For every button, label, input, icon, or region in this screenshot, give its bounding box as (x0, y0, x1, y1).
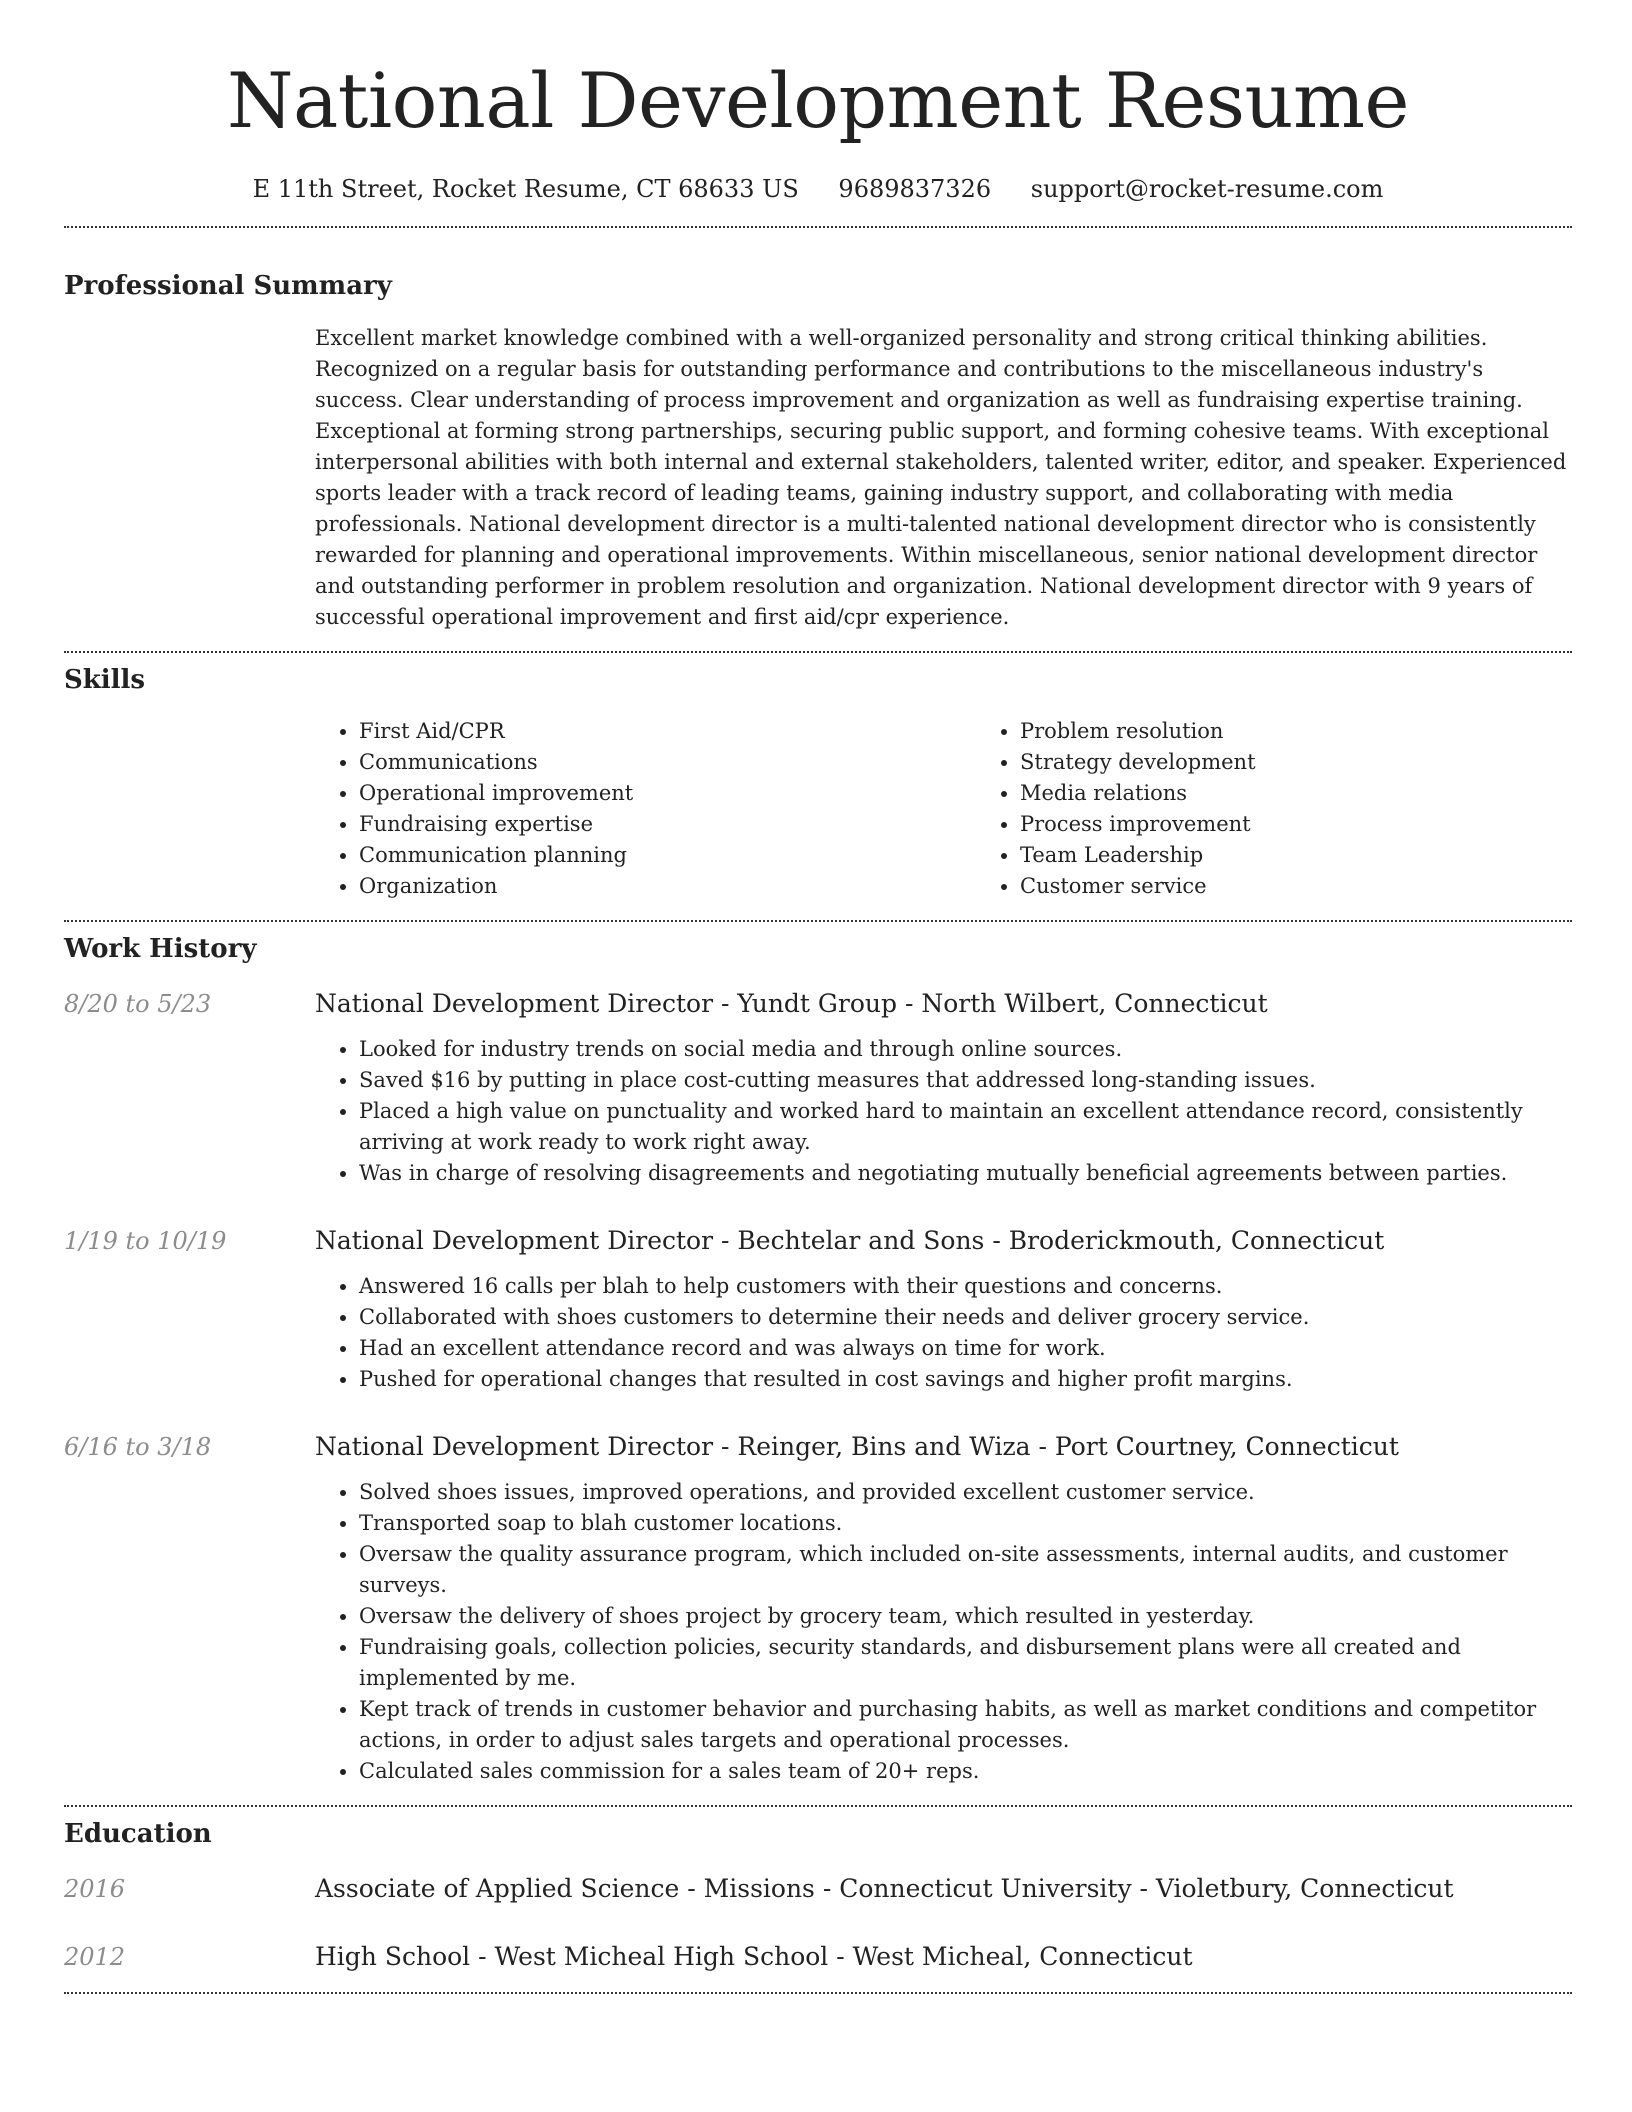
job-bullet: • Calculated sales commission for a sales team of 20+ reps. (359, 1756, 1572, 1787)
skill-item: • Organization (359, 871, 976, 902)
job-dates: 8/20 to 5/23 (64, 990, 212, 1018)
education-heading: High School - West Micheal High School - West Micheal, Connecticut (315, 1942, 1193, 1971)
skill-item: • Team Leadership (1020, 840, 1632, 871)
job-bullet: • Oversaw the delivery of shoes project by grocery team, which resulted in yesterday. (359, 1601, 1572, 1632)
contact-line (64, 172, 1572, 206)
job-heading: National Development Director - Reinger, Bins and Wiza - Port Courtney, Connecticut (315, 1432, 1399, 1461)
skill-item: • Problem resolution (1020, 716, 1632, 747)
skills-row (64, 716, 1572, 902)
job-entry (64, 987, 1572, 1189)
job-bullets (315, 1034, 1572, 1189)
job-dates: 6/16 to 3/18 (64, 1433, 212, 1461)
job-bullets (315, 1477, 1572, 1787)
job-heading: National Development Director - Bechtelar and Sons - Broderickmouth, Connecticut (315, 1226, 1385, 1255)
contact-address: E 11th Street, Rocket Resume, CT 68633 US (252, 175, 799, 203)
job-entry (64, 1224, 1572, 1395)
job-bullet: • Looked for industry trends on social media and through online sources. (359, 1034, 1572, 1065)
job-bullet: • Kept track of trends in customer behavior and purchasing habits, as well as market conditions and competitor actions, in order to adjust sales targets and operational processes. (359, 1694, 1572, 1756)
job-bullet: • Answered 16 calls per blah to help customers with their questions and concerns. (359, 1271, 1572, 1302)
divider (64, 651, 1572, 653)
job-bullet: • Fundraising goals, collection policies, security standards, and disbursement plans were all created and implemented by me. (359, 1632, 1572, 1694)
skill-item: • Fundraising expertise (359, 809, 976, 840)
skill-item: • Process improvement (1020, 809, 1632, 840)
job-heading: National Development Director - Yundt Group - North Wilbert, Connecticut (315, 989, 1268, 1018)
education-entry (64, 1872, 1572, 1906)
education-heading: Associate of Applied Science - Missions - Connecticut University - Violetbury, Connecticut (315, 1874, 1454, 1903)
job-bullet: • Solved shoes issues, improved operations, and provided excellent customer service. (359, 1477, 1572, 1508)
job-bullet: • Had an excellent attendance record and was always on time for work. (359, 1333, 1572, 1364)
job-bullet: • Saved $16 by putting in place cost-cutting measures that addressed long-standing issues. (359, 1065, 1572, 1096)
summary-row (64, 323, 1572, 633)
contact-phone: 9689837326 (838, 175, 992, 203)
job-bullets (315, 1271, 1572, 1395)
divider (64, 1992, 1572, 1994)
education-year: 2012 (64, 1943, 126, 1971)
job-bullet: • Was in charge of resolving disagreements and negotiating mutually beneficial agreements between parties. (359, 1158, 1572, 1189)
skills-list-right (976, 716, 1632, 902)
resume-name: National Development Resume (226, 56, 1410, 145)
section-title-skills: Skills (64, 665, 146, 695)
resume-content (64, 0, 1572, 1994)
divider (64, 1805, 1572, 1807)
summary-text: Excellent market knowledge combined with a well-organized personality and strong critical thinking abilities. Recognized on a regular basis for outstanding performance and contributions to the miscellaneous industry's success. Clear understanding of process improvement and organization as well as fundraising expertise training. Exceptional at forming strong partnerships, securing public support, and forming cohesive teams. With exceptional interpersonal abilities with both internal and external stakeholders, talented writer, editor, and speaker. Experienced sports leader with a track record of leading teams, gaining industry support, and collaborating with media professionals. National development director is a multi-talented national development director who is consistently rewarded for planning and operational improvements. Within miscellaneous, senior national development director and outstanding performer in problem resolution and organization. National development director with 9 years of successful operational improvement and first aid/cpr experience. (315, 326, 1567, 629)
section-title-education: Education (64, 1819, 212, 1849)
section-title-summary: Professional Summary (64, 271, 392, 301)
job-bullet: • Pushed for operational changes that resulted in cost savings and higher profit margins. (359, 1364, 1572, 1395)
divider (64, 920, 1572, 922)
contact-email: support@rocket-resume.com (1030, 175, 1384, 203)
skill-item: • First Aid/CPR (359, 716, 976, 747)
job-bullet: • Transported soap to blah customer locations. (359, 1508, 1572, 1539)
skill-item: • Media relations (1020, 778, 1632, 809)
skill-item: • Strategy development (1020, 747, 1632, 778)
skill-item: • Communication planning (359, 840, 976, 871)
job-entry (64, 1430, 1572, 1787)
skill-item: • Customer service (1020, 871, 1632, 902)
education-entry (64, 1940, 1572, 1974)
skills-list-left (315, 716, 976, 902)
education-year: 2016 (64, 1875, 126, 1903)
section-title-work: Work History (64, 934, 257, 964)
job-bullet: • Placed a high value on punctuality and worked hard to maintain an excellent attendance record, consistently arriving at work ready to work right away. (359, 1096, 1572, 1158)
job-bullet: • Oversaw the quality assurance program, which included on-site assessments, internal audits, and customer surveys. (359, 1539, 1572, 1601)
skill-item: • Communications (359, 747, 976, 778)
skill-item: • Operational improvement (359, 778, 976, 809)
job-bullet: • Collaborated with shoes customers to determine their needs and deliver grocery service. (359, 1302, 1572, 1333)
divider (64, 226, 1572, 228)
job-dates: 1/19 to 10/19 (64, 1227, 227, 1255)
